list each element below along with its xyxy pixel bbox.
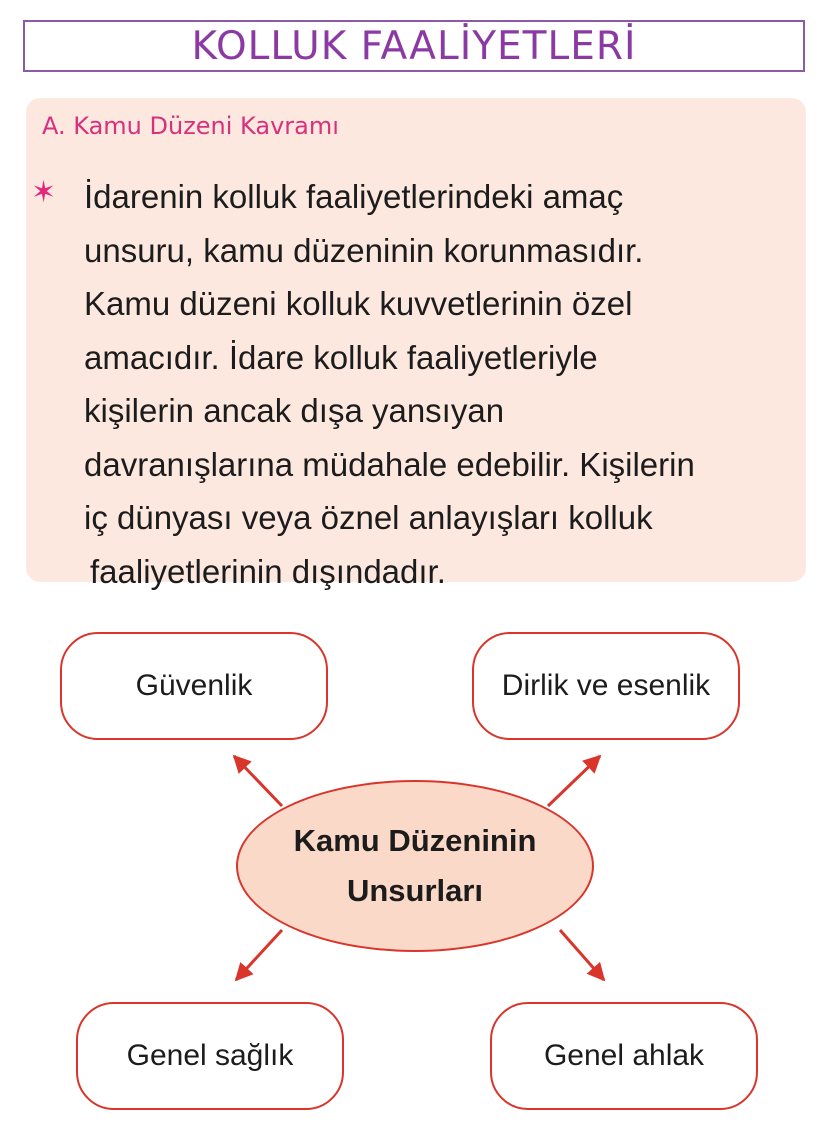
arrow-top-left [234, 756, 282, 806]
arrow-bottom-left [236, 930, 282, 980]
star-icon: ✶ [31, 176, 57, 209]
paragraph-line: Kamu düzeni kolluk kuvvetlerinin özel [84, 285, 633, 322]
paragraph-line: faaliyetlerinin dışındadır. [90, 552, 446, 590]
arrow-top-right [548, 756, 600, 806]
node-public-health: Genel sağlık [76, 1002, 344, 1110]
paragraph-line: amacıdır. İdare kolluk faaliyetleriyle [84, 338, 598, 376]
section-heading: A. Kamu Düzeni Kavramı [42, 112, 339, 140]
node-peace-wellbeing: Dirlik ve esenlik [472, 632, 740, 740]
center-node-line: Kamu Düzeninin [293, 823, 537, 858]
node-security: Güvenlik [60, 632, 328, 740]
paragraph-line: iç dünyası veya öznel anlayışları kolluk [84, 499, 653, 536]
center-node [236, 780, 594, 952]
arrow-bottom-right [560, 930, 604, 980]
paragraph-line: davranışlarına müdahale edebilir. Kişilerin [84, 445, 695, 483]
center-node-line: Unsurları [346, 873, 484, 908]
paragraph-line: kişilerin ancak dışa yansıyan [84, 392, 505, 429]
paragraph-line: unsuru, kamu düzeninin korunmasıdır. [84, 231, 644, 269]
node-public-morality: Genel ahlak [490, 1002, 758, 1110]
page-title: KOLLUK FAALİYETLERİ [191, 23, 637, 69]
paragraph-line: İdarenin kolluk faaliyetlerindeki amaç [84, 178, 624, 215]
